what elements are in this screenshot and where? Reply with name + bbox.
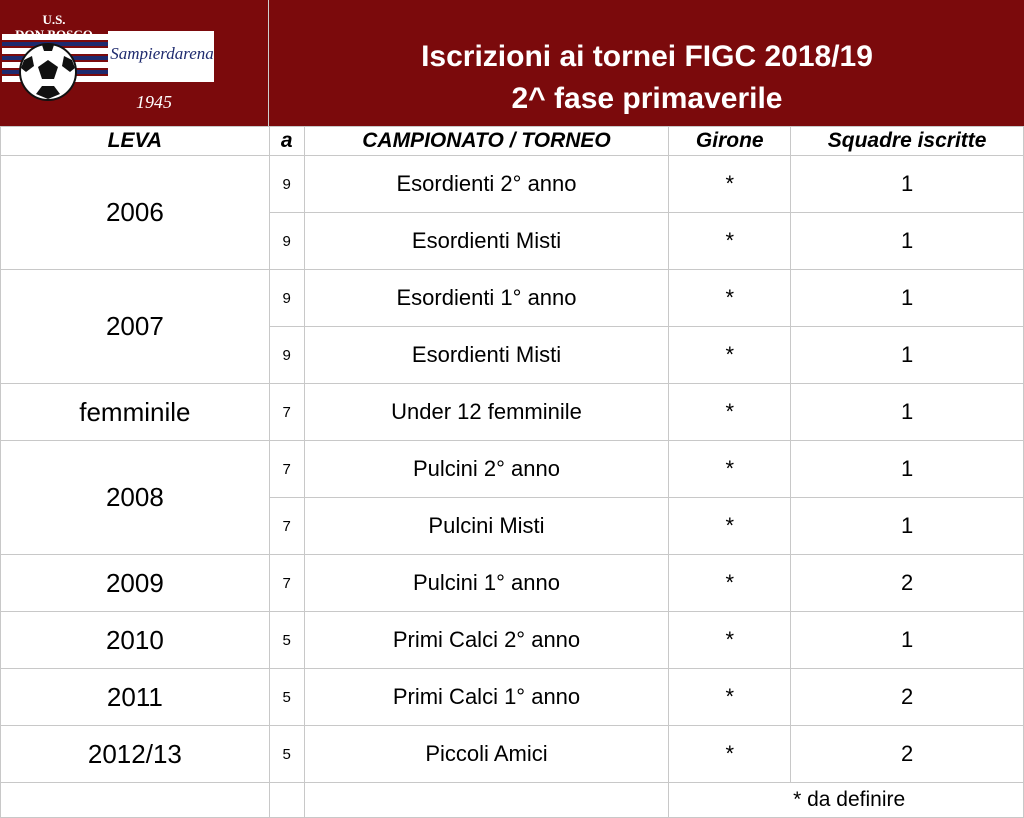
torneo-cell: Under 12 femminile (304, 384, 669, 441)
header-divider (268, 0, 269, 126)
page-title (270, 36, 1024, 120)
torneo-cell: Esordienti Misti (304, 327, 669, 384)
a-cell: 7 (269, 555, 304, 612)
a-cell: 5 (269, 726, 304, 783)
a-cell: 9 (269, 327, 304, 384)
torneo-cell: Primi Calci 2° anno (304, 612, 669, 669)
leva-cell: 2006 (1, 156, 270, 270)
soccer-ball-icon (20, 44, 76, 100)
a-cell: 7 (269, 441, 304, 498)
tournament-table (0, 126, 1024, 818)
squadre-cell: 1 (791, 441, 1024, 498)
footnote-empty-cell (304, 783, 669, 818)
footnote-cell (669, 783, 1024, 818)
table-row (1, 156, 1024, 213)
leva-cell: 2010 (1, 612, 270, 669)
svg-text:DON BOSCO: DON BOSCO (15, 27, 93, 42)
a-cell: 9 (269, 270, 304, 327)
table-row (1, 555, 1024, 612)
girone-cell: * (669, 327, 791, 384)
leva-cell: 2007 (1, 270, 270, 384)
a-cell: 9 (269, 156, 304, 213)
title-line-2: 2^ fase primaverile (511, 82, 783, 115)
a-cell: 7 (269, 498, 304, 555)
title-line-1: Iscrizioni ai tornei FIGC 2018/19 (421, 40, 873, 73)
squadre-cell: 1 (791, 612, 1024, 669)
a-cell: 5 (269, 612, 304, 669)
girone-cell: * (669, 213, 791, 270)
girone-cell: * (669, 669, 791, 726)
squadre-cell: 1 (791, 156, 1024, 213)
leva-cell: 2012/13 (1, 726, 270, 783)
svg-text:Sampierdarena: Sampierdarena (110, 44, 214, 63)
torneo-cell: Esordienti Misti (304, 213, 669, 270)
leva-cell: 2011 (1, 669, 270, 726)
squadre-cell: 1 (791, 213, 1024, 270)
table-row (1, 726, 1024, 783)
leva-cell: 2009 (1, 555, 270, 612)
footnote-empty-cell (269, 783, 304, 818)
squadre-cell: 2 (791, 555, 1024, 612)
girone-cell: * (669, 270, 791, 327)
table-row (1, 270, 1024, 327)
girone-cell: * (669, 726, 791, 783)
table-row (1, 612, 1024, 669)
footnote-row (1, 783, 1024, 818)
leva-cell: femminile (1, 384, 270, 441)
table-header-row (1, 127, 1024, 156)
torneo-cell: Pulcini 1° anno (304, 555, 669, 612)
col-header-a: a (269, 127, 304, 156)
header-banner (0, 0, 1024, 126)
squadre-cell: 1 (791, 384, 1024, 441)
svg-text:1945: 1945 (136, 92, 172, 112)
footnote-text: * da definire (793, 788, 906, 811)
torneo-cell: Primi Calci 1° anno (304, 669, 669, 726)
a-cell: 9 (269, 213, 304, 270)
girone-cell: * (669, 612, 791, 669)
a-cell: 7 (269, 384, 304, 441)
footnote-empty-cell (1, 783, 270, 818)
table-row (1, 669, 1024, 726)
torneo-cell: Pulcini 2° anno (304, 441, 669, 498)
table-row (1, 384, 1024, 441)
squadre-cell: 1 (791, 498, 1024, 555)
club-logo (2, 4, 214, 124)
a-cell: 5 (269, 669, 304, 726)
table-row (1, 441, 1024, 498)
girone-cell: * (669, 555, 791, 612)
svg-text:U.S.: U.S. (42, 12, 66, 27)
col-header-leva: LEVA (1, 127, 270, 156)
girone-cell: * (669, 441, 791, 498)
torneo-cell: Piccoli Amici (304, 726, 669, 783)
torneo-cell: Esordienti 1° anno (304, 270, 669, 327)
col-header-squadre: Squadre iscritte (791, 127, 1024, 156)
leva-cell: 2008 (1, 441, 270, 555)
squadre-cell: 2 (791, 726, 1024, 783)
col-header-torneo: CAMPIONATO / TORNEO (304, 127, 669, 156)
torneo-cell: Pulcini Misti (304, 498, 669, 555)
girone-cell: * (669, 384, 791, 441)
girone-cell: * (669, 156, 791, 213)
col-header-girone: Girone (669, 127, 791, 156)
girone-cell: * (669, 498, 791, 555)
torneo-cell: Esordienti 2° anno (304, 156, 669, 213)
squadre-cell: 2 (791, 669, 1024, 726)
squadre-cell: 1 (791, 270, 1024, 327)
club-logo-graphic (2, 4, 214, 124)
squadre-cell: 1 (791, 327, 1024, 384)
